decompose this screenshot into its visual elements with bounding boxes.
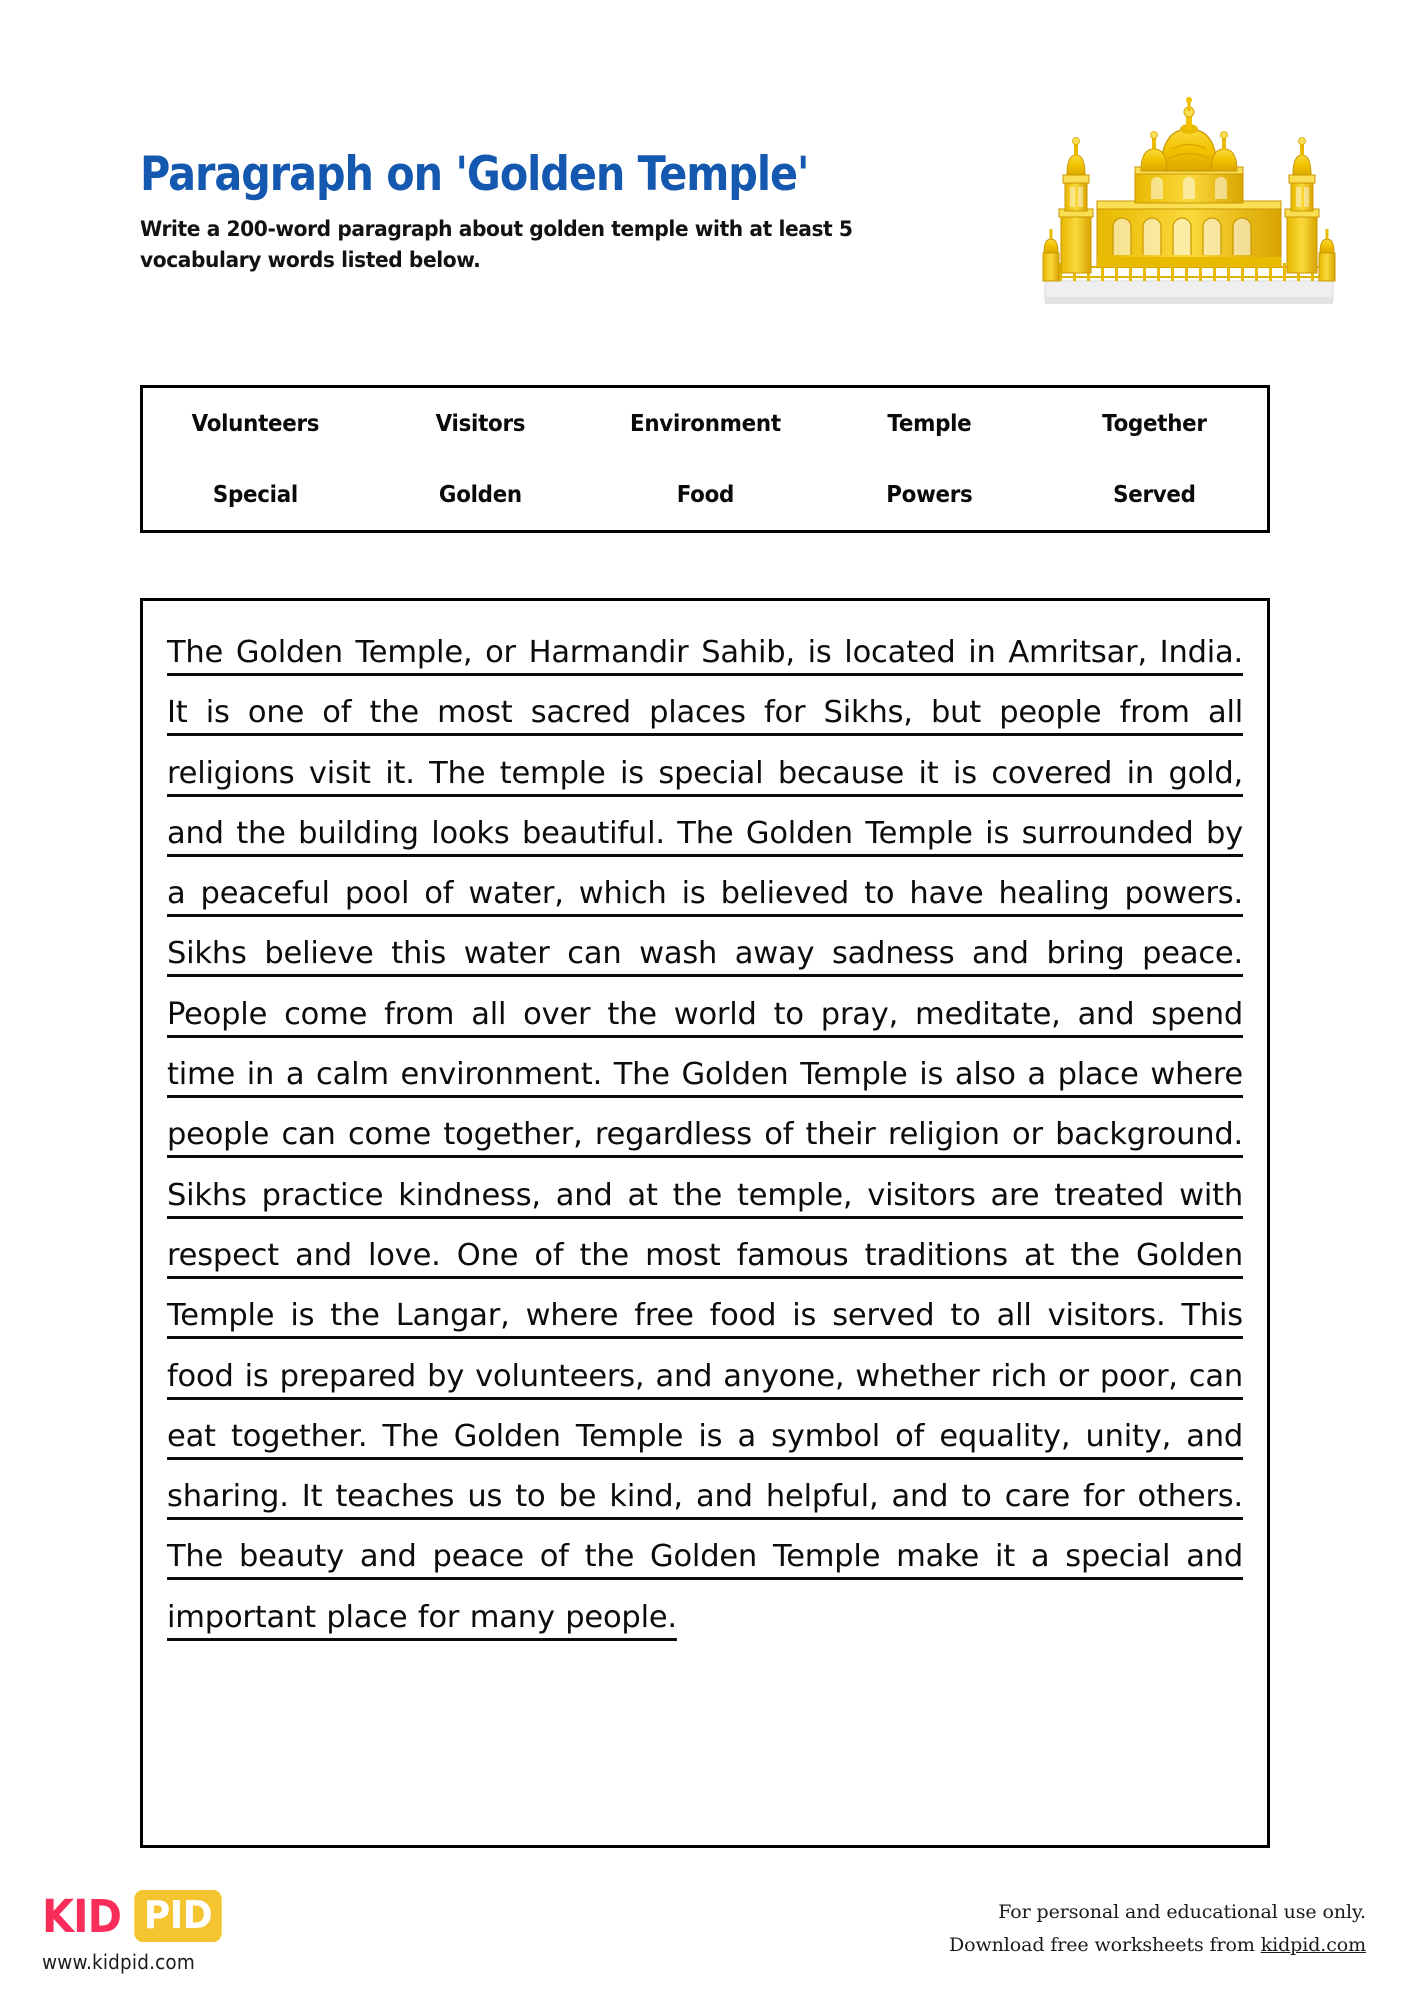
vocabulary-word: Special (212, 481, 298, 508)
footer-note-line2 (949, 1929, 1366, 1962)
kidpid-logo[interactable] (42, 1890, 224, 1974)
paragraph-answer-text[interactable]: The Golden Temple, or Harmandir Sahib, is located in Amritsar, India. It is one of the most sacred places for Sikhs, but people from all religions visit it. The temple is special because it is covered in gold, and the building looks beautiful. The Golden Temple is surrounded by a peaceful pool of water, which is believed to have healing powers. Sikhs believe this water can wash away sadness and bring peace. People come from all over the world to pray, meditate, and spend time in a calm environment. The Golden Temple is also a place where people can come together, regardless of their religion or background. Sikhs practice kindness, and at the temple, visitors are treated with respect and love. One of the most famous traditions at the Golden Temple is the Langar, where free food is served to all visitors. This food is prepared by volunteers, and anyone, whether rich or poor, can eat together. The Golden Temple is a symbol of equality, unity, and sharing. It teaches us to be kind, and helpful, and to care for others. The beauty and peace of the Golden Temple make it a special and important place for many people. (167, 635, 1243, 1635)
worksheet-instructions: Write a 200-word paragraph about golden temple with at least 5 vocabulary words listed below. (140, 217, 853, 273)
vocabulary-row (143, 459, 1267, 530)
vocabulary-row (143, 388, 1267, 459)
paragraph-answer-box[interactable] (140, 598, 1270, 1848)
footer-usage-note (949, 1896, 1366, 1961)
page-footer (0, 1880, 1414, 2000)
vocabulary-word: Powers (886, 481, 973, 508)
vocabulary-word: Served (1113, 481, 1196, 508)
kidpid-link[interactable]: kidpid.com (1260, 1933, 1366, 1956)
logo-pid-text: PID (134, 1890, 221, 1942)
vocabulary-word: Golden (438, 481, 522, 508)
golden-temple-icon (1039, 95, 1339, 320)
vocabulary-word: Visitors (435, 410, 525, 437)
logo-kid-text: KID (42, 1889, 122, 1943)
page-title: Paragraph on 'Golden Temple' (140, 147, 809, 202)
footer-note-line2-prefix: Download free worksheets from (949, 1933, 1261, 1956)
kidpid-website-url[interactable]: www.kidpid.com (42, 1950, 195, 1974)
vocabulary-word: Volunteers (191, 410, 320, 437)
kidpid-logo-mark (42, 1890, 224, 1942)
vocabulary-word: Environment (629, 410, 781, 437)
vocabulary-word: Temple (887, 410, 972, 437)
vocabulary-word: Together (1102, 410, 1207, 437)
vocabulary-word: Food (676, 481, 734, 508)
vocabulary-word-bank (140, 385, 1270, 533)
footer-note-line1: For personal and educational use only. (998, 1901, 1366, 1923)
